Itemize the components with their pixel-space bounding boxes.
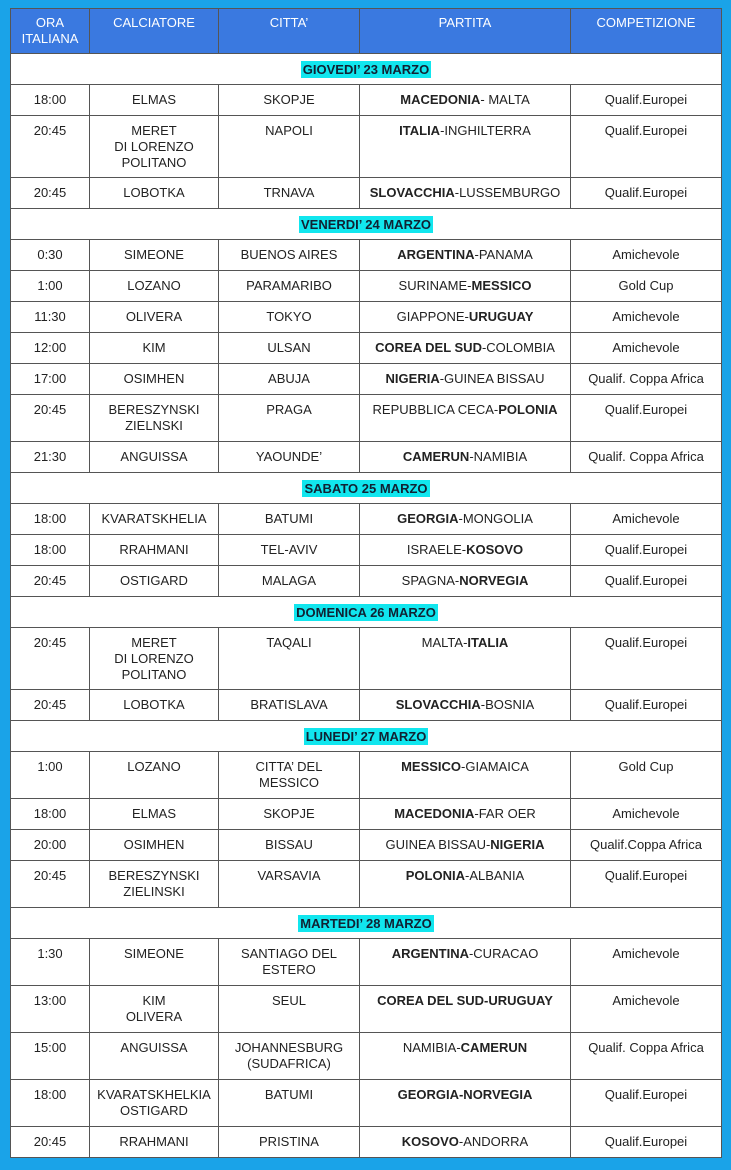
city-cell: ABUJA bbox=[219, 364, 360, 395]
match-cell bbox=[360, 861, 571, 908]
competition-cell: Amichevole bbox=[571, 504, 722, 535]
time-cell: 12:00 bbox=[11, 333, 90, 364]
match-team-bold: SLOVACCHIA bbox=[369, 185, 455, 200]
match-row bbox=[11, 752, 722, 799]
match-cell bbox=[360, 799, 571, 830]
match-team-bold: MACEDONIA bbox=[400, 92, 481, 107]
city-cell: SANTIAGO DEL ESTERO bbox=[219, 939, 360, 986]
header-ora: ORA ITALIANA bbox=[11, 9, 90, 54]
competition-cell: Qualif.Europei bbox=[571, 395, 722, 442]
player-cell: LOBOTKA bbox=[90, 178, 219, 209]
time-cell: 21:30 bbox=[11, 442, 90, 473]
competition-cell: Qualif.Europei bbox=[571, 861, 722, 908]
match-row bbox=[11, 799, 722, 830]
day-header-row bbox=[11, 209, 722, 240]
match-row bbox=[11, 986, 722, 1033]
match-team-bold: KOSOVO bbox=[466, 542, 524, 557]
time-cell: 1:30 bbox=[11, 939, 90, 986]
competition-cell: Amichevole bbox=[571, 939, 722, 986]
match-team-bold: MESSICO bbox=[401, 759, 462, 774]
player-cell: ANGUISSA bbox=[90, 442, 219, 473]
match-row bbox=[11, 1127, 722, 1158]
match-cell bbox=[360, 240, 571, 271]
competition-cell: Gold Cup bbox=[571, 271, 722, 302]
day-label: VENERDI’ 24 MARZO bbox=[300, 217, 432, 232]
player-cell: OSIMHEN bbox=[90, 364, 219, 395]
match-team-rest: -FAR OER bbox=[474, 806, 536, 821]
match-team-bold: NIGERIA bbox=[490, 837, 545, 852]
match-cell bbox=[360, 364, 571, 395]
competition-cell: Qualif.Europei bbox=[571, 628, 722, 690]
time-cell: 20:45 bbox=[11, 690, 90, 721]
match-team-bold: GEORGIA bbox=[397, 511, 459, 526]
competition-cell: Qualif.Europei bbox=[571, 178, 722, 209]
match-cell bbox=[360, 442, 571, 473]
match-row bbox=[11, 364, 722, 395]
day-header-cell bbox=[11, 473, 722, 504]
player-cell: KIM OLIVERA bbox=[90, 986, 219, 1033]
header-citta: CITTA’ bbox=[219, 9, 360, 54]
player-cell: OSTIGARD bbox=[90, 566, 219, 597]
player-cell: KVARATSKHELIA bbox=[90, 504, 219, 535]
match-team-rest: -GIAMAICA bbox=[461, 759, 529, 774]
match-team-bold: POLONIA bbox=[405, 868, 465, 883]
time-cell: 20:45 bbox=[11, 861, 90, 908]
header-calciatore: CALCIATORE bbox=[90, 9, 219, 54]
match-team-bold: COREA DEL SUD bbox=[375, 340, 482, 355]
city-cell: JOHANNESBURG (SUDAFRICA) bbox=[219, 1033, 360, 1080]
match-team-rest: SURINAME- bbox=[398, 278, 472, 293]
city-cell: SEUL bbox=[219, 986, 360, 1033]
competition-cell: Qualif. Coppa Africa bbox=[571, 364, 722, 395]
competition-cell: Gold Cup bbox=[571, 752, 722, 799]
city-cell: BRATISLAVA bbox=[219, 690, 360, 721]
match-team-bold: MESSICO bbox=[471, 278, 532, 293]
match-row bbox=[11, 1033, 722, 1080]
match-team-rest: -COLOMBIA bbox=[481, 340, 555, 355]
city-cell: BUENOS AIRES bbox=[219, 240, 360, 271]
player-cell: BERESZYNSKI ZIELINSKI bbox=[90, 861, 219, 908]
city-cell: NAPOLI bbox=[219, 116, 360, 178]
city-cell: PARAMARIBO bbox=[219, 271, 360, 302]
match-cell bbox=[360, 395, 571, 442]
city-cell: SKOPJE bbox=[219, 85, 360, 116]
match-cell bbox=[360, 939, 571, 986]
day-header-cell bbox=[11, 721, 722, 752]
time-cell: 1:00 bbox=[11, 271, 90, 302]
match-team-rest: GUINEA BISSAU- bbox=[385, 837, 491, 852]
match-team-rest: -ANDORRA bbox=[458, 1134, 529, 1149]
player-cell: BERESZYNSKI ZIELNSKI bbox=[90, 395, 219, 442]
city-cell: TAQALI bbox=[219, 628, 360, 690]
player-cell: LOZANO bbox=[90, 752, 219, 799]
match-row bbox=[11, 628, 722, 690]
match-team-bold: ITALIA bbox=[399, 123, 441, 138]
match-cell bbox=[360, 566, 571, 597]
match-row bbox=[11, 116, 722, 178]
match-team-bold: NORVEGIA bbox=[459, 573, 529, 588]
match-team-rest: -GUINEA BISSAU bbox=[439, 371, 545, 386]
match-team-rest: ISRAELE- bbox=[406, 542, 467, 557]
match-row bbox=[11, 333, 722, 364]
player-cell: OSIMHEN bbox=[90, 830, 219, 861]
match-team-bold: SLOVACCHIA bbox=[395, 697, 481, 712]
player-cell: ELMAS bbox=[90, 85, 219, 116]
city-cell: VARSAVIA bbox=[219, 861, 360, 908]
day-label: LUNEDI’ 27 MARZO bbox=[305, 728, 427, 744]
match-cell bbox=[360, 333, 571, 364]
match-team-rest: -CURACAO bbox=[468, 946, 539, 961]
city-cell: BATUMI bbox=[219, 504, 360, 535]
time-cell: 18:00 bbox=[11, 85, 90, 116]
match-row bbox=[11, 1080, 722, 1127]
day-label: DOMENICA 26 MARZO bbox=[296, 604, 436, 620]
city-cell: CITTA’ DEL MESSICO bbox=[219, 752, 360, 799]
match-team-bold: CAMERUN bbox=[460, 1040, 528, 1055]
header-partita: PARTITA bbox=[360, 9, 571, 54]
match-row bbox=[11, 240, 722, 271]
competition-cell: Qualif.Europei bbox=[571, 535, 722, 566]
competition-cell: Amichevole bbox=[571, 240, 722, 271]
time-cell: 18:00 bbox=[11, 535, 90, 566]
match-cell bbox=[360, 690, 571, 721]
match-team-rest: -MONGOLIA bbox=[458, 511, 533, 526]
match-cell bbox=[360, 178, 571, 209]
competition-cell: Qualif.Coppa Africa bbox=[571, 830, 722, 861]
match-team-rest: -PANAMA bbox=[474, 247, 533, 262]
day-header-row bbox=[11, 721, 722, 752]
competition-cell: Qualif.Europei bbox=[571, 566, 722, 597]
match-row bbox=[11, 830, 722, 861]
match-team-bold: NIGERIA bbox=[385, 371, 440, 386]
competition-cell: Qualif. Coppa Africa bbox=[571, 1033, 722, 1080]
match-cell bbox=[360, 628, 571, 690]
time-cell: 18:00 bbox=[11, 1080, 90, 1127]
day-label: MARTEDI’ 28 MARZO bbox=[300, 915, 432, 931]
match-cell bbox=[360, 302, 571, 333]
time-cell: 20:45 bbox=[11, 566, 90, 597]
time-cell: 13:00 bbox=[11, 986, 90, 1033]
match-team-bold: ARGENTINA bbox=[391, 946, 469, 961]
match-team-bold: GEORGIA-NORVEGIA bbox=[397, 1087, 533, 1102]
competition-cell: Amichevole bbox=[571, 302, 722, 333]
competition-cell: Qualif.Europei bbox=[571, 116, 722, 178]
city-cell: PRISTINA bbox=[219, 1127, 360, 1158]
match-team-rest: -LUSSEMBURGO bbox=[454, 185, 561, 200]
time-cell: 20:45 bbox=[11, 395, 90, 442]
day-header-cell bbox=[11, 908, 722, 939]
time-cell: 18:00 bbox=[11, 504, 90, 535]
city-cell: BISSAU bbox=[219, 830, 360, 861]
time-cell: 15:00 bbox=[11, 1033, 90, 1080]
match-team-bold: ARGENTINA bbox=[397, 247, 475, 262]
match-row bbox=[11, 690, 722, 721]
city-cell: MALAGA bbox=[219, 566, 360, 597]
match-row bbox=[11, 535, 722, 566]
match-team-bold: URUGUAY bbox=[468, 309, 534, 324]
match-cell bbox=[360, 986, 571, 1033]
player-cell: SIMEONE bbox=[90, 240, 219, 271]
day-header-row bbox=[11, 473, 722, 504]
city-cell: ULSAN bbox=[219, 333, 360, 364]
match-team-bold: MACEDONIA bbox=[394, 806, 475, 821]
time-cell: 0:30 bbox=[11, 240, 90, 271]
city-cell: SKOPJE bbox=[219, 799, 360, 830]
match-team-rest: - MALTA bbox=[480, 92, 530, 107]
time-cell: 18:00 bbox=[11, 799, 90, 830]
city-cell: TOKYO bbox=[219, 302, 360, 333]
match-team-rest: REPUBBLICA CECA- bbox=[372, 402, 499, 417]
match-team-rest: -ALBANIA bbox=[464, 868, 525, 883]
match-team-rest: -NAMIBIA bbox=[469, 449, 528, 464]
match-team-bold: KOSOVO bbox=[401, 1134, 459, 1149]
match-cell bbox=[360, 1080, 571, 1127]
competition-cell: Qualif. Coppa Africa bbox=[571, 442, 722, 473]
competition-cell: Amichevole bbox=[571, 333, 722, 364]
day-header-row bbox=[11, 597, 722, 628]
player-cell: MERET DI LORENZO POLITANO bbox=[90, 628, 219, 690]
player-cell: KVARATSKHELKIA OSTIGARD bbox=[90, 1080, 219, 1127]
match-cell bbox=[360, 1127, 571, 1158]
match-cell bbox=[360, 752, 571, 799]
schedule-table bbox=[10, 8, 722, 1158]
competition-cell: Amichevole bbox=[571, 986, 722, 1033]
match-cell bbox=[360, 830, 571, 861]
time-cell: 20:45 bbox=[11, 1127, 90, 1158]
time-cell: 17:00 bbox=[11, 364, 90, 395]
day-header-row bbox=[11, 908, 722, 939]
match-row bbox=[11, 442, 722, 473]
competition-cell: Qualif.Europei bbox=[571, 85, 722, 116]
day-header-row bbox=[11, 54, 722, 85]
match-row bbox=[11, 302, 722, 333]
header-competizione: COMPETIZIONE bbox=[571, 9, 722, 54]
match-team-bold: CAMERUN bbox=[402, 449, 470, 464]
player-cell: RRAHMANI bbox=[90, 1127, 219, 1158]
match-team-bold: ITALIA bbox=[467, 635, 509, 650]
competition-cell: Qualif.Europei bbox=[571, 1080, 722, 1127]
competition-cell: Qualif.Europei bbox=[571, 1127, 722, 1158]
match-cell bbox=[360, 504, 571, 535]
city-cell: YAOUNDE’ bbox=[219, 442, 360, 473]
match-cell bbox=[360, 85, 571, 116]
city-cell: PRAGA bbox=[219, 395, 360, 442]
match-cell bbox=[360, 535, 571, 566]
match-row bbox=[11, 566, 722, 597]
time-cell: 1:00 bbox=[11, 752, 90, 799]
match-row bbox=[11, 939, 722, 986]
match-cell bbox=[360, 271, 571, 302]
match-team-bold: POLONIA bbox=[498, 402, 558, 417]
day-label: GIOVEDI’ 23 MARZO bbox=[302, 61, 430, 77]
match-cell bbox=[360, 116, 571, 178]
player-cell: OLIVERA bbox=[90, 302, 219, 333]
match-row bbox=[11, 178, 722, 209]
time-cell: 20:00 bbox=[11, 830, 90, 861]
match-row bbox=[11, 271, 722, 302]
player-cell: ANGUISSA bbox=[90, 1033, 219, 1080]
player-cell: LOZANO bbox=[90, 271, 219, 302]
city-cell: TRNAVA bbox=[219, 178, 360, 209]
competition-cell: Qualif.Europei bbox=[571, 690, 722, 721]
time-cell: 20:45 bbox=[11, 178, 90, 209]
city-cell: BATUMI bbox=[219, 1080, 360, 1127]
time-cell: 20:45 bbox=[11, 628, 90, 690]
time-cell: 11:30 bbox=[11, 302, 90, 333]
player-cell: ELMAS bbox=[90, 799, 219, 830]
day-header-cell bbox=[11, 54, 722, 85]
time-cell: 20:45 bbox=[11, 116, 90, 178]
match-row bbox=[11, 85, 722, 116]
match-team-rest: MALTA- bbox=[421, 635, 468, 650]
match-cell bbox=[360, 1033, 571, 1080]
day-header-cell bbox=[11, 209, 722, 240]
header-row bbox=[11, 9, 722, 54]
player-cell: KIM bbox=[90, 333, 219, 364]
match-team-bold: COREA DEL SUD-URUGUAY bbox=[377, 993, 553, 1008]
match-row bbox=[11, 861, 722, 908]
match-team-rest: NAMIBIA- bbox=[402, 1040, 461, 1055]
day-header-cell bbox=[11, 597, 722, 628]
player-cell: MERET DI LORENZO POLITANO bbox=[90, 116, 219, 178]
player-cell: LOBOTKA bbox=[90, 690, 219, 721]
player-cell: SIMEONE bbox=[90, 939, 219, 986]
match-team-rest: SPAGNA- bbox=[401, 573, 460, 588]
day-label: SABATO 25 MARZO bbox=[304, 480, 428, 496]
match-team-rest: -BOSNIA bbox=[480, 697, 535, 712]
competition-cell: Amichevole bbox=[571, 799, 722, 830]
match-team-rest: -INGHILTERRA bbox=[440, 123, 531, 138]
match-row bbox=[11, 504, 722, 535]
match-team-rest: GIAPPONE- bbox=[396, 309, 469, 324]
match-row bbox=[11, 395, 722, 442]
player-cell: RRAHMANI bbox=[90, 535, 219, 566]
city-cell: TEL-AVIV bbox=[219, 535, 360, 566]
